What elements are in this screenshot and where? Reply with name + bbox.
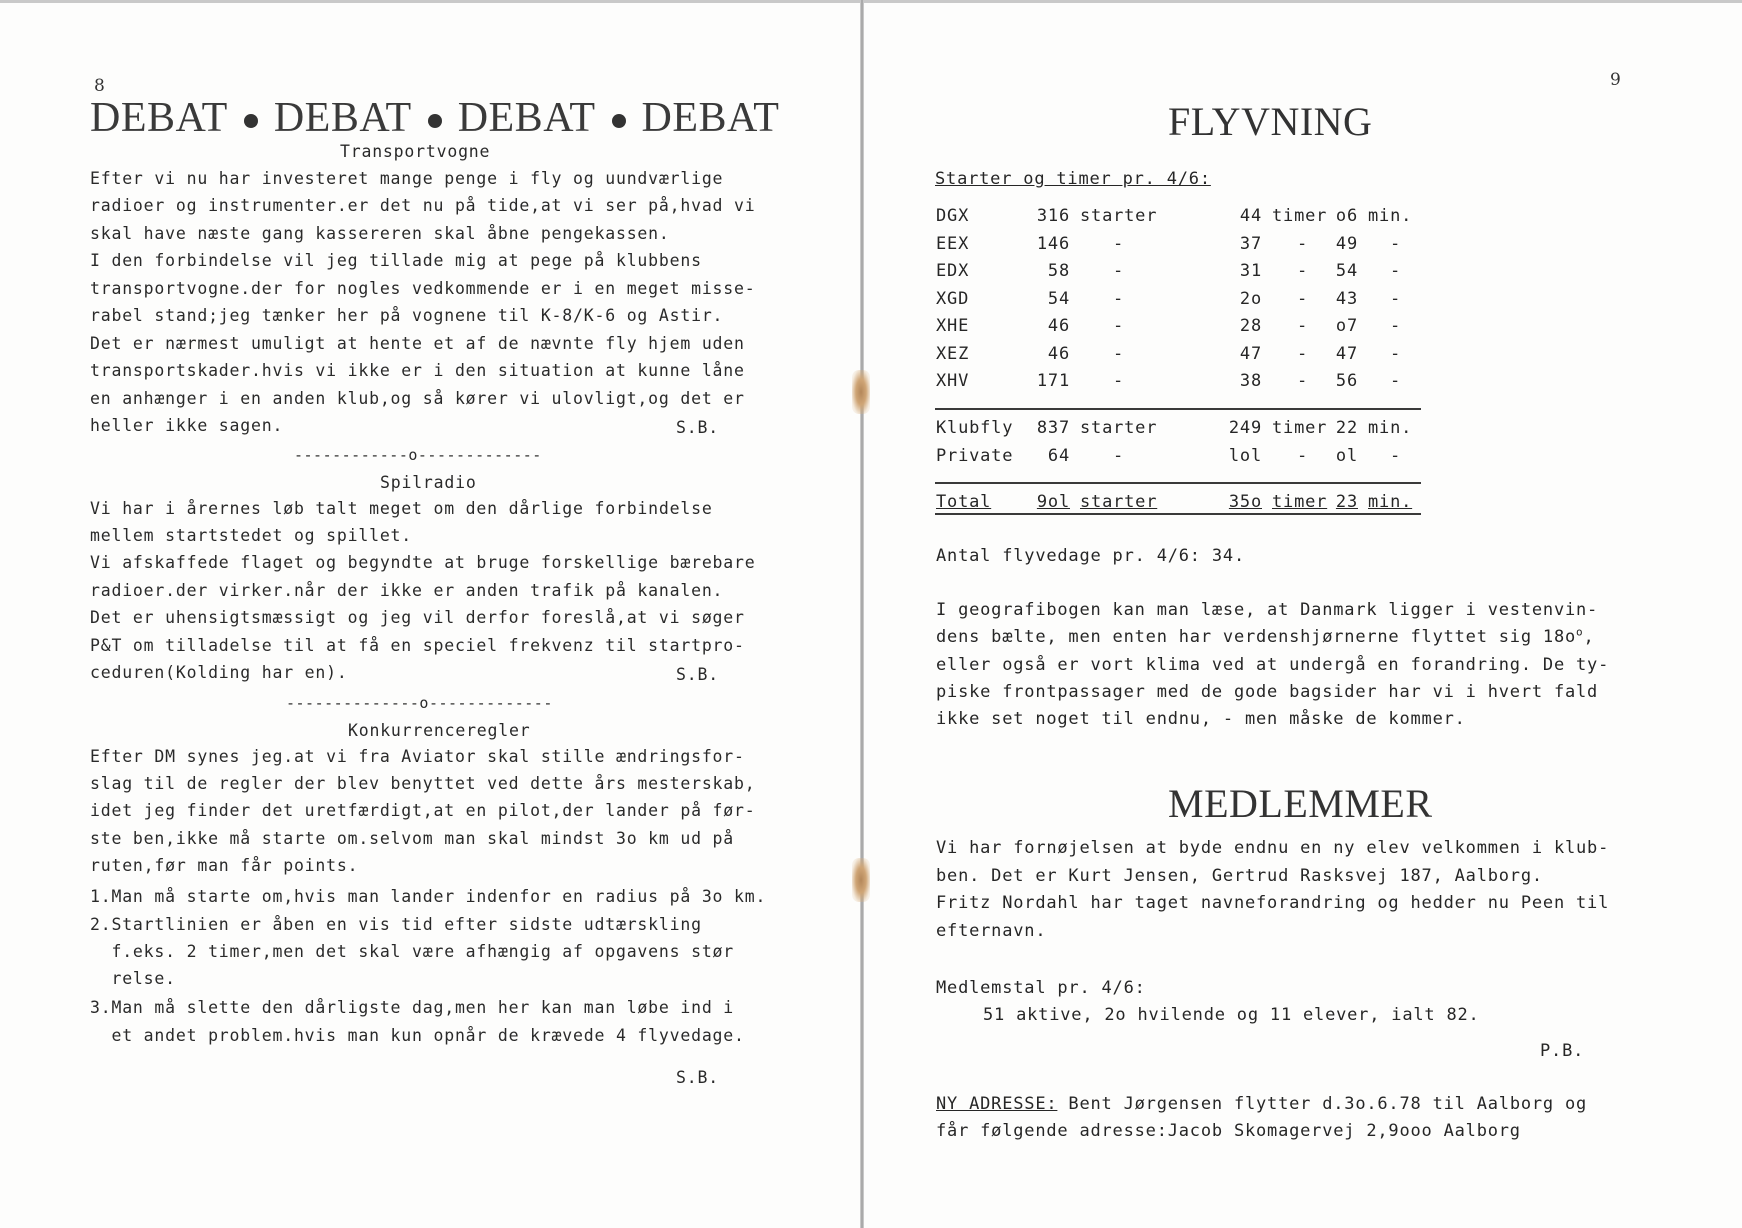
text-line: ikke set noget til endnu, - men måske de kommer.	[936, 709, 1466, 729]
text-line	[936, 625, 1595, 647]
table-row-mins-unit-cell: -	[1390, 371, 1402, 391]
debat-masthead	[90, 94, 779, 142]
masthead-word: DEBAT	[273, 95, 412, 141]
text-line: skal have næste gang kassereren skal åbne pengekassen.	[90, 224, 670, 243]
signature: S.B.	[676, 665, 719, 684]
flying-days-line: Antal flyvedage pr. 4/6: 34.	[936, 546, 1245, 566]
text-line: transportskader.hvis vi ikke er i den situation at kunne låne	[90, 361, 745, 380]
paper-top-edge	[0, 0, 1742, 3]
table-row-starts-cell: 316	[1036, 206, 1070, 226]
text-line: efternavn.	[936, 921, 1047, 941]
table-row-mins-cell: 47	[1335, 344, 1358, 364]
subtotal-row-name-cell: Private	[936, 446, 1014, 466]
table-row-mins-cell: o6	[1335, 206, 1358, 226]
table-rule	[935, 482, 1421, 484]
table-row-mins-unit-cell: min.	[1368, 206, 1413, 226]
subtotal-row-starts-cell: 64	[1047, 446, 1070, 466]
table-row-starts-cell: 171	[1036, 371, 1070, 391]
total-row-name-cell: Total	[936, 492, 992, 512]
list-item: 3.Man må slette den dårligste dag,men her kan man løbe ind i	[90, 998, 735, 1017]
total-row-mins-unit-cell: min.	[1368, 492, 1413, 512]
member-count-label: Medlemstal pr. 4/6:	[936, 978, 1146, 998]
text-line: ben. Det er Kurt Jensen, Gertrud Rasksvej 187, Aalborg.	[936, 866, 1543, 886]
table-row-name-cell: XEZ	[936, 344, 970, 364]
signature: S.B.	[676, 418, 719, 437]
table-row-hours-cell: 28	[1239, 316, 1262, 336]
list-item: 2.Startlinien er åben en vis tid efter sidste udtærskling	[90, 915, 702, 934]
binding-spine	[860, 0, 864, 1228]
text-line: eller også er vort klima ved at undergå en forandring. De ty-	[936, 655, 1610, 675]
table-row-hours-cell: 44	[1239, 206, 1262, 226]
table-row-starts-unit-cell: -	[1113, 234, 1125, 254]
table-row-hours-cell: 38	[1239, 371, 1262, 391]
text-line: rabel stand;jeg tænker her på vognene til K-8/K-6 og Astir.	[90, 306, 724, 325]
table-row-mins-cell: o7	[1335, 316, 1358, 336]
text-line: Efter DM synes jeg.at vi fra Aviator skal stille ændringsfor-	[90, 747, 745, 766]
subtotal-row-mins-cell: ol	[1335, 446, 1358, 466]
page-number-right: 9	[1610, 70, 1621, 90]
subtotal-row-name-cell: Klubfly	[936, 418, 1014, 438]
table-row-hours-unit-cell: timer	[1272, 206, 1328, 226]
table-row-starts-cell: 146	[1036, 234, 1070, 254]
separator-line: --------------o-------------	[286, 694, 553, 712]
flyvning-heading: FLYVNING	[1168, 99, 1373, 144]
subtotal-row-mins-unit-cell: min.	[1368, 418, 1413, 438]
total-double-rule	[935, 513, 1421, 515]
table-row-name-cell: EEX	[936, 234, 970, 254]
total-row-mins-cell: 23	[1335, 492, 1358, 512]
table-row-starts-cell: 46	[1047, 316, 1070, 336]
masthead-word: DEBAT	[90, 95, 228, 141]
total-row-starts-cell: 9ol	[1036, 492, 1070, 512]
signature: P.B.	[1540, 1041, 1585, 1061]
subtotal-row-hours-unit-cell: -	[1297, 446, 1309, 466]
address-line	[936, 1096, 1587, 1113]
table-row-name-cell: XGD	[936, 289, 970, 309]
text-line: ruten,før man får points.	[90, 856, 359, 875]
address-text: Bent Jørgensen flytter d.3o.6.78 til Aalborg og	[1057, 1094, 1588, 1114]
table-row-hours-unit-cell: -	[1297, 289, 1309, 309]
subtotal-row-starts-cell: 837	[1036, 418, 1070, 438]
table-row-hours-unit-cell: -	[1297, 234, 1309, 254]
table-row-hours-unit-cell: -	[1297, 316, 1309, 336]
masthead-word: DEBAT	[457, 95, 596, 141]
text-line: Det er uhensigtsmæssigt og jeg vil derfor foreslå,at vi søger	[90, 608, 745, 627]
text-line: I den forbindelse vil jeg tillade mig at pege på klubbens	[90, 251, 702, 270]
table-row-mins-unit-cell: -	[1390, 234, 1402, 254]
section-heading: Konkurrenceregler	[348, 721, 531, 740]
table-row-hours-cell: 47	[1239, 344, 1262, 364]
total-row-starts-unit-cell: starter	[1080, 492, 1158, 512]
table-row-starts-unit-cell: -	[1113, 344, 1125, 364]
text-line: ceduren(Kolding har en).	[90, 663, 348, 682]
table-row-hours-unit-cell: -	[1297, 261, 1309, 281]
table-row-hours-unit-cell: -	[1297, 371, 1309, 391]
bullet-icon	[428, 114, 442, 128]
table-row-name-cell: EDX	[936, 261, 970, 281]
total-row-hours-unit-cell: timer	[1272, 492, 1328, 512]
table-row-mins-cell: 54	[1335, 261, 1358, 281]
table-row-starts-unit-cell: -	[1113, 371, 1125, 391]
text-line: en anhænger i en anden klub,og så kører vi ulovligt,og det er	[90, 389, 745, 408]
table-rule	[935, 408, 1421, 410]
staple-rust-mark	[852, 858, 870, 902]
member-count-value: 51 aktive, 2o hvilende og 11 elever, ialt 82.	[983, 1005, 1480, 1025]
text-line: Det er nærmest umuligt at hente et af de nævnte fly hjem uden	[90, 334, 745, 353]
subtotal-row-hours-cell: lol	[1228, 446, 1262, 466]
text-line: relse.	[90, 969, 176, 988]
text-line: radioer og instrumenter.er det nu på tide,at vi ser på,hvad vi	[90, 196, 756, 215]
table-row-mins-unit-cell: -	[1390, 316, 1402, 336]
table-row-starts-unit-cell: starter	[1080, 206, 1158, 226]
subtotal-row-mins-cell: 22	[1335, 418, 1358, 438]
page-number-left: 8	[94, 76, 105, 96]
address-label: NY ADRESSE:	[936, 1094, 1058, 1114]
subtotal-row-hours-cell: 249	[1228, 418, 1262, 438]
subtotal-row-hours-unit-cell: timer	[1272, 418, 1328, 438]
text-line: Fritz Nordahl har taget navneforandring og hedder nu Peen til	[936, 893, 1610, 913]
table-row-name-cell: XHE	[936, 316, 970, 336]
text-line: heller ikke sagen.	[90, 416, 284, 435]
text-line: transportvogne.der for nogles vedkommende er i en meget misse-	[90, 279, 756, 298]
staple-rust-mark	[852, 370, 870, 414]
subtotal-row-starts-unit-cell: starter	[1080, 418, 1158, 438]
list-item: 1.Man må starte om,hvis man lander indenfor en radius på 3o km.	[90, 887, 767, 906]
text-line: slag til de regler der blev benyttet ved dette års mesterskab,	[90, 774, 756, 793]
table-row-hours-cell: 2o	[1239, 289, 1262, 309]
text-line: Efter vi nu har investeret mange penge i fly og uundværlige	[90, 169, 724, 188]
signature: S.B.	[676, 1068, 719, 1087]
text-line: I geografibogen kan man læse, at Danmark ligger i vestenvin-	[936, 600, 1599, 620]
text-line: et andet problem.hvis man kun opnår de krævede 4 flyvedage.	[90, 1026, 745, 1045]
bullet-icon	[244, 114, 258, 128]
table-row-hours-cell: 37	[1239, 234, 1262, 254]
table-row-mins-cell: 49	[1335, 234, 1358, 254]
table-row-mins-unit-cell: -	[1390, 289, 1402, 309]
masthead-word: DEBAT	[641, 95, 780, 141]
table-row-hours-unit-cell: -	[1297, 344, 1309, 364]
table-row-starts-cell: 46	[1047, 344, 1070, 364]
table-row-mins-unit-cell: -	[1390, 261, 1402, 281]
table-row-mins-cell: 56	[1335, 371, 1358, 391]
table-row-name-cell: XHV	[936, 371, 970, 391]
text-line: piske frontpassager med de gode bagsider har vi i hvert fald	[936, 682, 1599, 702]
text-line: P&T om tilladelse til at få en speciel frekvenz til startpro-	[90, 636, 745, 655]
text-segment: ,	[1583, 627, 1595, 647]
table-row-name-cell: DGX	[936, 206, 970, 226]
text-line: mellem startstedet og spillet.	[90, 526, 413, 545]
table-row-mins-unit-cell: -	[1390, 344, 1402, 364]
total-row-hours-cell: 35o	[1228, 492, 1262, 512]
text-line: Vi har i årernes løb talt meget om den dårlige forbindelse	[90, 499, 713, 518]
table-row-hours-cell: 31	[1239, 261, 1262, 281]
text-line: radioer.der virker.når der ikke er anden trafik på kanalen.	[90, 581, 724, 600]
text-line: Vi afskaffede flaget og begyndte at bruge forskellige bærebare	[90, 553, 756, 572]
bullet-icon	[612, 114, 626, 128]
text-line: Vi har fornøjelsen at byde endnu en ny elev velkommen i klub-	[936, 838, 1610, 858]
table-caption: Starter og timer pr. 4/6:	[935, 169, 1211, 189]
subtotal-row-starts-unit-cell: -	[1113, 446, 1125, 466]
degree-mark: o	[1576, 625, 1584, 639]
subtotal-row-mins-unit-cell: -	[1390, 446, 1402, 466]
text-segment: dens bælte, men enten har verdenshjørnerne flyttet sig 18o	[936, 627, 1577, 647]
text-line: ste ben,ikke må starte om.selvom man skal mindst 3o km ud på	[90, 829, 735, 848]
table-row-starts-unit-cell: -	[1113, 289, 1125, 309]
text-line: idet jeg finder det uretfærdigt,at en pilot,der lander på før-	[90, 801, 756, 820]
table-row-starts-cell: 54	[1047, 289, 1070, 309]
medlemmer-heading: MEDLEMMER	[1168, 781, 1433, 826]
table-row-starts-cell: 58	[1047, 261, 1070, 281]
table-row-mins-cell: 43	[1335, 289, 1358, 309]
section-heading: Spilradio	[380, 473, 477, 492]
section-heading: Transportvogne	[340, 142, 491, 161]
address-line: får følgende adresse:Jacob Skomagervej 2,9ooo Aalborg	[936, 1121, 1521, 1141]
table-row-starts-unit-cell: -	[1113, 316, 1125, 336]
text-line: f.eks. 2 timer,men det skal være afhængig af opgavens stør	[90, 942, 735, 961]
table-row-starts-unit-cell: -	[1113, 261, 1125, 281]
separator-line: ------------o-------------	[294, 446, 542, 464]
